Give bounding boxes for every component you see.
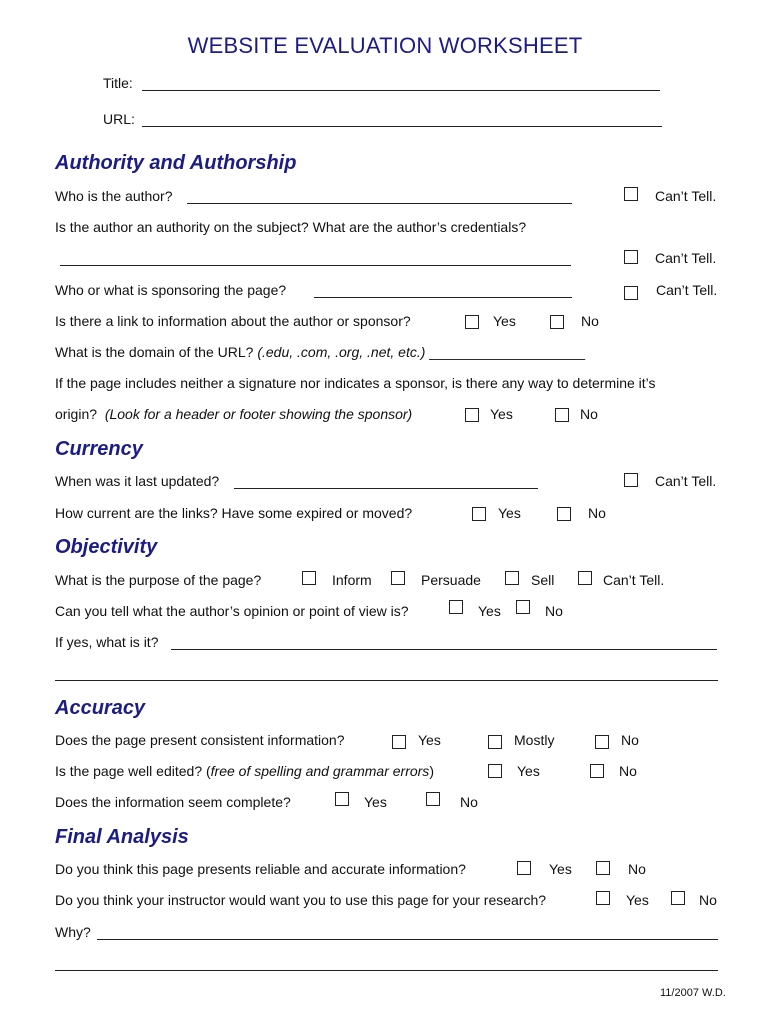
no-label: No [621, 732, 639, 748]
complete-no-checkbox[interactable] [426, 792, 440, 806]
origin-hint: (Look for a header or footer showing the sponsor) [104, 406, 413, 422]
instructor-no-checkbox[interactable] [671, 891, 685, 905]
purpose-inform-checkbox[interactable] [302, 571, 316, 585]
cant-tell-label: Can’t Tell. [655, 250, 717, 266]
sponsor-field[interactable] [314, 297, 572, 298]
footer-date: 11/2007 W.D. [660, 987, 726, 999]
updated-cant-tell-checkbox[interactable] [624, 473, 638, 487]
complete-yes-checkbox[interactable] [335, 792, 349, 806]
question-edited [55, 763, 434, 779]
question-reliable: Do you think this page presents reliable and accurate information? [55, 861, 466, 877]
instructor-yes-checkbox[interactable] [596, 891, 610, 905]
edited-hint: free of spelling and grammar errors [210, 763, 430, 779]
domain-blank: ____________________ [429, 344, 586, 360]
opinion-yes-checkbox[interactable] [449, 600, 463, 614]
author-cant-tell-checkbox[interactable] [624, 187, 638, 201]
question-sponsor: Who or what is sponsoring the page? [55, 282, 287, 298]
reliable-no-checkbox[interactable] [596, 861, 610, 875]
section-heading-final: Final Analysis [55, 826, 189, 848]
url-label: URL: [103, 111, 135, 127]
question-updated: When was it last updated? [55, 473, 220, 489]
section-heading-objectivity: Objectivity [55, 536, 158, 558]
author-field[interactable] [187, 203, 572, 204]
opinion-field[interactable] [171, 649, 717, 650]
sell-label: Sell [531, 572, 555, 588]
question-credentials: Is the author an authority on the subject? What are the author’s credentials? [55, 219, 527, 235]
question-author: Who is the author? [55, 188, 173, 204]
yes-label: Yes [490, 406, 513, 422]
cant-tell-label: Can’t Tell. [656, 282, 718, 298]
why-field[interactable] [97, 939, 718, 940]
reliable-yes-checkbox[interactable] [517, 861, 531, 875]
section-heading-authority: Authority and Authorship [55, 152, 297, 174]
section-heading-accuracy: Accuracy [55, 697, 146, 719]
links-current-yes-checkbox[interactable] [472, 507, 486, 521]
consistent-yes-checkbox[interactable] [392, 735, 406, 749]
yes-label: Yes [364, 794, 387, 810]
domain-hint: (.edu, .com, .org, .net, etc.) [257, 344, 426, 360]
cant-tell-label: Can’t Tell. [655, 188, 717, 204]
no-label: No [628, 861, 646, 877]
no-label: No [699, 892, 717, 908]
yes-label: Yes [478, 603, 501, 619]
question-opinion: Can you tell what the author’s opinion or point of view is? [55, 603, 409, 619]
consistent-mostly-checkbox[interactable] [488, 735, 502, 749]
yes-label: Yes [498, 505, 521, 521]
purpose-persuade-checkbox[interactable] [391, 571, 405, 585]
question-origin-cont [55, 406, 412, 422]
question-why: Why? [55, 924, 91, 940]
opinion-field-line-2[interactable] [55, 680, 718, 681]
purpose-sell-checkbox[interactable] [505, 571, 519, 585]
why-field-line-2[interactable] [55, 970, 718, 971]
yes-label: Yes [493, 313, 516, 329]
origin-yes-checkbox[interactable] [465, 408, 479, 422]
section-heading-currency: Currency [55, 438, 143, 460]
yes-label: Yes [418, 732, 441, 748]
no-label: No [545, 603, 563, 619]
question-opinion-what: If yes, what is it? [55, 634, 159, 650]
no-label: No [581, 313, 599, 329]
question-purpose: What is the purpose of the page? [55, 572, 262, 588]
domain-question-text: What is the domain of the URL? [55, 344, 254, 360]
no-label: No [460, 794, 478, 810]
consistent-no-checkbox[interactable] [595, 735, 609, 749]
edited-yes-checkbox[interactable] [488, 764, 502, 778]
cant-tell-label: Can’t Tell. [603, 572, 665, 588]
origin-no-checkbox[interactable] [555, 408, 569, 422]
updated-field[interactable] [234, 488, 538, 489]
mostly-label: Mostly [514, 732, 555, 748]
edited-close: ) [429, 763, 434, 779]
no-label: No [619, 763, 637, 779]
no-label: No [588, 505, 606, 521]
yes-label: Yes [549, 861, 572, 877]
purpose-cant-tell-checkbox[interactable] [578, 571, 592, 585]
question-author-link: Is there a link to information about the author or sponsor? [55, 313, 411, 329]
question-links-current: How current are the links? Have some expired or moved? [55, 505, 413, 521]
page-title: WEBSITE EVALUATION WORKSHEET [187, 33, 583, 58]
title-field[interactable] [142, 90, 660, 91]
credentials-field[interactable] [60, 265, 571, 266]
question-origin: If the page includes neither a signature nor indicates a sponsor, is there any way to determine it’s [55, 375, 656, 391]
opinion-no-checkbox[interactable] [516, 600, 530, 614]
edited-no-checkbox[interactable] [590, 764, 604, 778]
no-label: No [580, 406, 598, 422]
credentials-cant-tell-checkbox[interactable] [624, 250, 638, 264]
author-link-no-checkbox[interactable] [550, 315, 564, 329]
cant-tell-label: Can’t Tell. [655, 473, 717, 489]
origin-text: origin? [55, 406, 98, 422]
edited-text: Is the page well edited? ( [55, 763, 211, 779]
persuade-label: Persuade [421, 572, 481, 588]
question-consistent: Does the page present consistent information? [55, 732, 345, 748]
question-complete: Does the information seem complete? [55, 794, 291, 810]
inform-label: Inform [332, 572, 372, 588]
url-field[interactable] [142, 126, 662, 127]
yes-label: Yes [626, 892, 649, 908]
author-link-yes-checkbox[interactable] [465, 315, 479, 329]
question-domain [55, 344, 585, 360]
links-current-no-checkbox[interactable] [557, 507, 571, 521]
sponsor-cant-tell-checkbox[interactable] [624, 286, 638, 300]
yes-label: Yes [517, 763, 540, 779]
question-instructor: Do you think your instructor would want you to use this page for your research? [55, 892, 547, 908]
title-label: Title: [103, 75, 133, 91]
